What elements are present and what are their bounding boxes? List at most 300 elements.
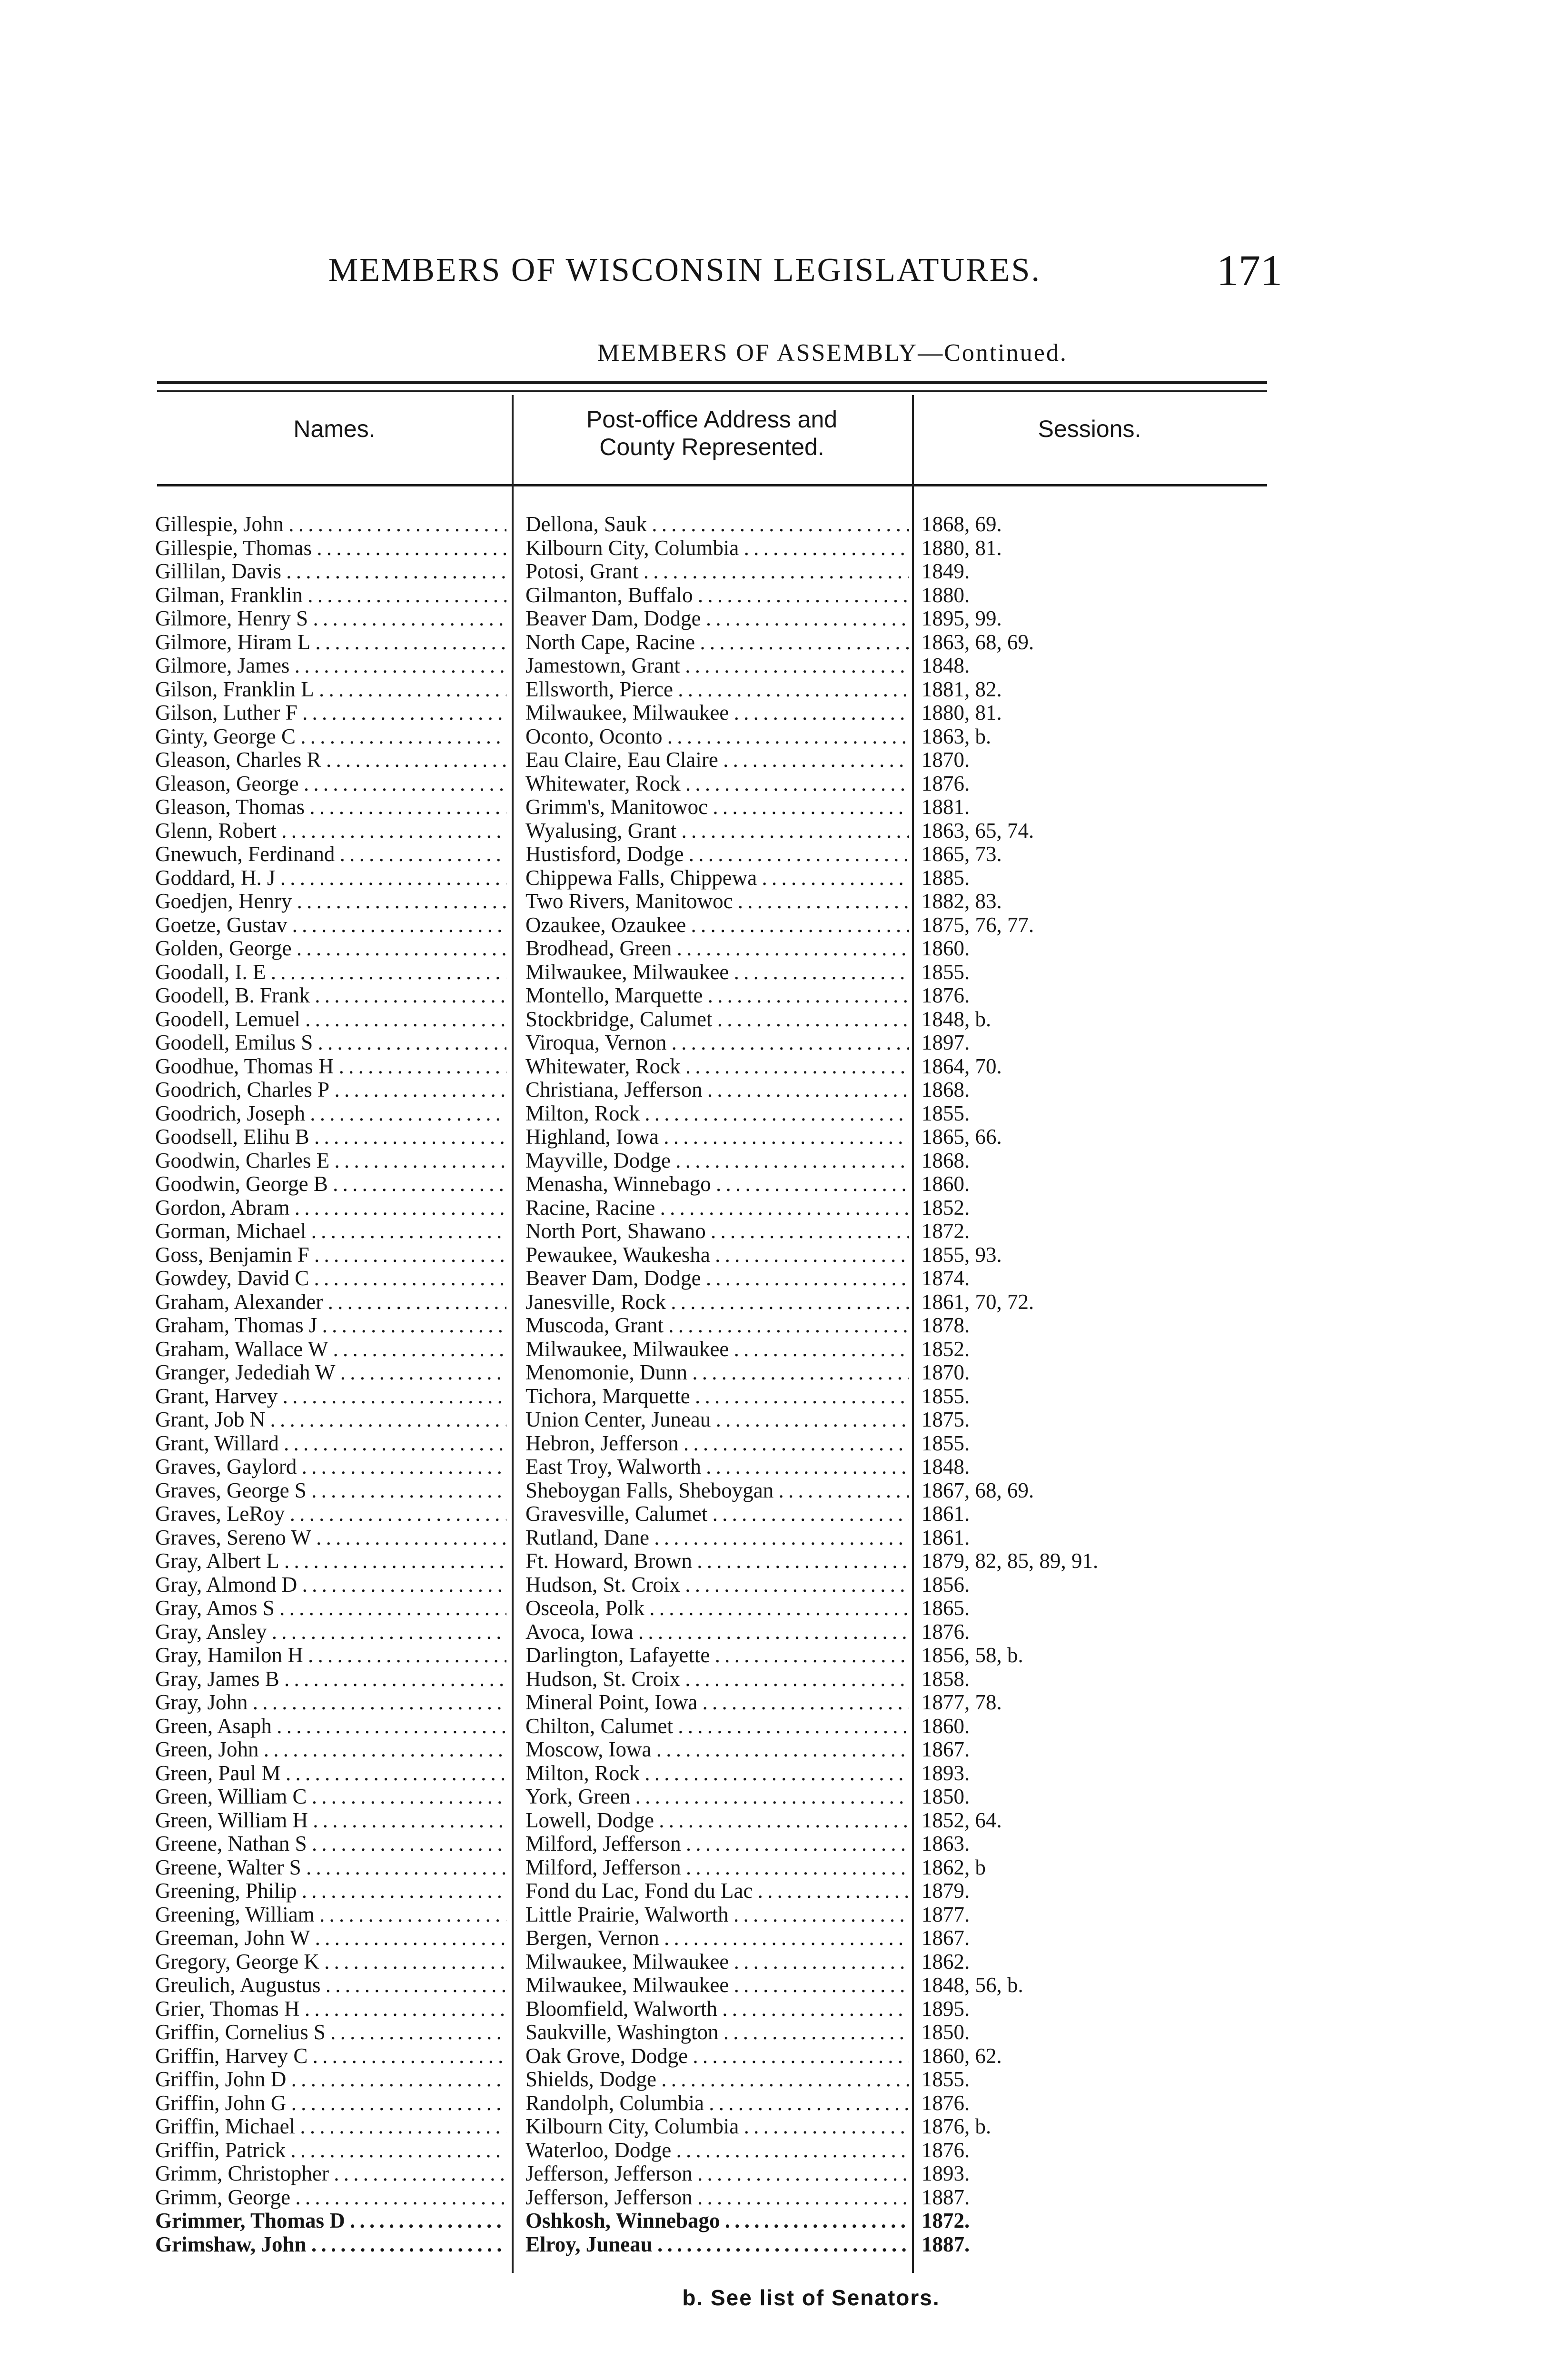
member-address: Moscow, Iowa . . . <box>525 1738 909 1762</box>
member-sessions: 1855. <box>922 1431 970 1455</box>
table-row <box>155 1573 1345 1597</box>
member-address: Randolph, Columbia . . . <box>525 2092 909 2115</box>
member-sessions: 1863, b. <box>922 724 991 748</box>
member-name: Griffin, Cornelius S . . . <box>155 2021 506 2044</box>
table-row <box>155 772 1345 796</box>
member-name: Graves, George S . . . <box>155 1479 506 1503</box>
table-row <box>155 1385 1345 1408</box>
table-row <box>155 1762 1345 1785</box>
table-row <box>155 890 1345 913</box>
member-sessions: 1862. <box>922 1949 970 1973</box>
page-number: 171 <box>1217 246 1282 295</box>
table-row <box>155 1950 1345 1974</box>
table-row <box>155 513 1345 536</box>
member-name: Ginty, George C . . . <box>155 725 506 749</box>
table-row <box>155 1031 1345 1055</box>
member-name: Gray, Hamilon H . . . <box>155 1644 506 1667</box>
member-address: Milwaukee, Milwaukee . . . <box>525 961 909 984</box>
member-address: Whitewater, Rock . . . <box>525 1055 909 1079</box>
member-name: Gillespie, Thomas . . . <box>155 536 506 560</box>
table-row <box>155 961 1345 984</box>
table-row <box>155 1455 1345 1479</box>
member-address: Fond du Lac, Fond du Lac . . . <box>525 1879 909 1903</box>
member-sessions: 1868. <box>922 1078 970 1101</box>
table-row <box>155 1267 1345 1290</box>
member-address: Bergen, Vernon . . . <box>525 1926 909 1950</box>
table-row <box>155 795 1345 819</box>
member-address: North Cape, Racine . . . <box>525 631 909 654</box>
member-name: Grimmer, Thomas D . . . <box>155 2209 506 2233</box>
member-sessions: 1855. <box>922 2067 970 2091</box>
member-name: Graham, Wallace W . . . <box>155 1338 506 1361</box>
member-address: Lowell, Dodge . . . <box>525 1809 909 1833</box>
member-name: Goodhue, Thomas H . . . <box>155 1055 506 1079</box>
table-row <box>155 678 1345 702</box>
member-name: Gray, John . . . <box>155 1691 506 1715</box>
member-name: Graves, Gaylord . . . <box>155 1455 506 1479</box>
member-sessions: 1877. <box>922 1902 970 1926</box>
member-sessions: 1865, 66. <box>922 1125 1002 1149</box>
table-row <box>155 1973 1345 1997</box>
member-address: Waterloo, Dodge . . . <box>525 2139 909 2162</box>
table-row <box>155 1125 1345 1149</box>
table-row <box>155 1243 1345 1267</box>
member-address: Whitewater, Rock . . . <box>525 772 909 796</box>
column-header-postoffice-line1: Post-office Address and <box>586 406 838 433</box>
member-name: Goss, Benjamin F . . . <box>155 1243 506 1267</box>
table-row <box>155 2115 1345 2139</box>
member-sessions: 1860. <box>922 1714 970 1738</box>
member-address: Brodhead, Green . . . <box>525 937 909 961</box>
table-top-rule-thin <box>157 390 1267 392</box>
member-name: Gleason, Charles R . . . <box>155 748 506 772</box>
member-name: Goetze, Gustav . . . <box>155 913 506 937</box>
table-row <box>155 1149 1345 1173</box>
member-sessions: 1874. <box>922 1266 970 1290</box>
member-address: Hebron, Jefferson . . . <box>525 1432 909 1456</box>
table-row <box>155 1290 1345 1314</box>
member-sessions: 1861. <box>922 1502 970 1526</box>
member-sessions: 1881, 82. <box>922 677 1002 701</box>
member-name: Green, Asaph . . . <box>155 1715 506 1738</box>
member-address: Beaver Dam, Dodge . . . <box>525 607 909 631</box>
member-sessions: 1856. <box>922 1572 970 1597</box>
member-sessions: 1862, b <box>922 1855 986 1879</box>
header-bottom-rule <box>157 484 1267 486</box>
member-name: Goodell, Lemuel . . . <box>155 1008 506 1031</box>
member-sessions: 1863, 68, 69. <box>922 630 1034 654</box>
member-address: Kilbourn City, Columbia . . . <box>525 536 909 560</box>
member-name: Gorman, Michael . . . <box>155 1220 506 1243</box>
member-address: Racine, Racine . . . <box>525 1196 909 1220</box>
table-row <box>155 725 1345 749</box>
member-name: Green, John . . . <box>155 1738 506 1762</box>
member-address: Sheboygan Falls, Sheboygan . . . <box>525 1479 909 1503</box>
member-address: Milton, Rock . . . <box>525 1102 909 1126</box>
table-row <box>155 1526 1345 1550</box>
member-name: Gillilan, Davis . . . <box>155 560 506 584</box>
table-row <box>155 1479 1345 1503</box>
member-address: Two Rivers, Manitowoc . . . <box>525 890 909 913</box>
column-header-sessions: Sessions. <box>1038 416 1141 442</box>
member-address: Milwaukee, Milwaukee . . . <box>525 1973 909 1997</box>
table-row <box>155 701 1345 725</box>
member-name: Granger, Jedediah W . . . <box>155 1361 506 1385</box>
table-row <box>155 631 1345 654</box>
column-header-postoffice-line2: County Represented. <box>599 434 824 460</box>
member-sessions: 1865, 73. <box>922 842 1002 866</box>
member-sessions: 1856, 58, b. <box>922 1643 1023 1667</box>
member-name: Griffin, Michael . . . <box>155 2115 506 2139</box>
table-row <box>155 1102 1345 1126</box>
table-row <box>155 1220 1345 1243</box>
member-sessions: 1879. <box>922 1879 970 1903</box>
member-address: Dellona, Sauk . . . <box>525 513 909 536</box>
member-sessions: 1893. <box>922 2162 970 2185</box>
member-sessions: 1875, 76, 77. <box>922 912 1034 937</box>
footnote: b. See list of Senators. <box>682 2285 940 2310</box>
member-address: Milwaukee, Milwaukee . . . <box>525 701 909 725</box>
member-address: Shields, Dodge . . . <box>525 2068 909 2092</box>
table-row <box>155 2162 1345 2186</box>
member-address: North Port, Shawano . . . <box>525 1220 909 1243</box>
member-name: Greening, William . . . <box>155 1903 506 1927</box>
table-row <box>155 2139 1345 2162</box>
member-name: Goodell, B. Frank . . . <box>155 984 506 1008</box>
table-row <box>155 843 1345 866</box>
member-address: Gilmanton, Buffalo . . . <box>525 584 909 607</box>
member-name: Greulich, Augustus . . . <box>155 1973 506 1997</box>
member-address: Oshkosh, Winnebago . . . <box>525 2209 909 2233</box>
table-row <box>155 2068 1345 2092</box>
table-row <box>155 2092 1345 2115</box>
member-name: Graves, LeRoy . . . <box>155 1502 506 1526</box>
member-name: Goodrich, Charles P . . . <box>155 1078 506 1102</box>
member-name: Golden, George . . . <box>155 937 506 961</box>
member-sessions: 1893. <box>922 1761 970 1785</box>
member-address: East Troy, Walworth . . . <box>525 1455 909 1479</box>
member-address: Eau Claire, Eau Claire . . . <box>525 748 909 772</box>
table-row <box>155 984 1345 1008</box>
member-sessions: 1852. <box>922 1337 970 1361</box>
member-name: Graham, Thomas J . . . <box>155 1314 506 1338</box>
table-row <box>155 1738 1345 1762</box>
table-row <box>155 1055 1345 1079</box>
member-name: Goodsell, Elihu B . . . <box>155 1125 506 1149</box>
table-row <box>155 1597 1345 1620</box>
member-name: Grimm, George . . . <box>155 2186 506 2210</box>
member-sessions: 1865. <box>922 1596 970 1620</box>
member-address: Menasha, Winnebago . . . <box>525 1172 909 1196</box>
member-address: Wyalusing, Grant . . . <box>525 819 909 843</box>
member-name: Gilson, Franklin L . . . <box>155 678 506 702</box>
member-name: Goddard, H. J . . . <box>155 866 506 890</box>
table-row <box>155 866 1345 890</box>
member-address: Bloomfield, Walworth . . . <box>525 1997 909 2021</box>
member-sessions: 1863. <box>922 1832 970 1855</box>
member-name: Goodall, I. E . . . <box>155 961 506 984</box>
table-row <box>155 913 1345 937</box>
member-name: Gray, Almond D . . . <box>155 1573 506 1597</box>
table-row <box>155 748 1345 772</box>
column-header-names: Names. <box>293 416 376 442</box>
member-sessions: 1849. <box>922 559 970 583</box>
column-header-postoffice <box>512 406 912 461</box>
table-row <box>155 1502 1345 1526</box>
member-name: Greene, Walter S . . . <box>155 1856 506 1880</box>
member-name: Griffin, Harvey C . . . <box>155 2044 506 2068</box>
table-row <box>155 1196 1345 1220</box>
table-row <box>155 1078 1345 1102</box>
member-address: Darlington, Lafayette . . . <box>525 1644 909 1667</box>
member-address: Potosi, Grant . . . <box>525 560 909 584</box>
member-address: Milton, Rock . . . <box>525 1762 909 1785</box>
table-row <box>155 1644 1345 1667</box>
member-name: Greeman, John W . . . <box>155 1926 506 1950</box>
member-address: Milford, Jefferson . . . <box>525 1832 909 1856</box>
member-sessions: 1868, 69. <box>922 512 1002 536</box>
member-sessions: 1852, 64. <box>922 1808 1002 1832</box>
member-sessions: 1855. <box>922 960 970 984</box>
table-row <box>155 1809 1345 1833</box>
member-address: Milford, Jefferson . . . <box>525 1856 909 1880</box>
member-address: Mayville, Dodge . . . <box>525 1149 909 1173</box>
member-address: Hudson, St. Croix . . . <box>525 1573 909 1597</box>
member-sessions: 1876. <box>922 771 970 795</box>
member-address: Pewaukee, Waukesha . . . <box>525 1243 909 1267</box>
member-sessions: 1870. <box>922 748 970 772</box>
member-sessions: 1870. <box>922 1360 970 1384</box>
member-sessions: 1867. <box>922 1737 970 1761</box>
table-row <box>155 654 1345 678</box>
table-row <box>155 1997 1345 2021</box>
member-address: Oak Grove, Dodge . . . <box>525 2044 909 2068</box>
table-row <box>155 1620 1345 1644</box>
member-address: Hudson, St. Croix . . . <box>525 1667 909 1691</box>
member-sessions: 1875. <box>922 1408 970 1431</box>
member-address: Milwaukee, Milwaukee . . . <box>525 1338 909 1361</box>
member-sessions: 1880. <box>922 583 970 607</box>
member-sessions: 1861. <box>922 1525 970 1549</box>
member-sessions: 1855, 93. <box>922 1242 1002 1267</box>
table-top-rule <box>157 381 1267 384</box>
member-sessions: 1872. <box>922 2209 970 2232</box>
member-address: Grimm's, Manitowoc . . . <box>525 795 909 819</box>
member-address: Oconto, Oconto . . . <box>525 725 909 749</box>
member-sessions: 1867. <box>922 1926 970 1950</box>
table-row <box>155 1408 1345 1432</box>
member-sessions: 1876. <box>922 1619 970 1644</box>
member-sessions: 1895. <box>922 1996 970 2021</box>
member-address: Ozaukee, Ozaukee . . . <box>525 913 909 937</box>
member-name: Goodrich, Joseph . . . <box>155 1102 506 1126</box>
member-sessions: 1877, 78. <box>922 1690 1002 1714</box>
member-sessions: 1848. <box>922 654 970 677</box>
member-name: Graham, Alexander . . . <box>155 1290 506 1314</box>
member-sessions: 1878. <box>922 1313 970 1337</box>
member-sessions: 1850. <box>922 1785 970 1808</box>
table-row <box>155 1667 1345 1691</box>
member-name: Gnewuch, Ferdinand . . . <box>155 843 506 866</box>
member-name: Gilmore, James . . . <box>155 654 506 678</box>
member-address: Highland, Iowa . . . <box>525 1125 909 1149</box>
member-address: Muscoda, Grant . . . <box>525 1314 909 1338</box>
member-name: Griffin, John G . . . <box>155 2092 506 2115</box>
member-name: Griffin, John D . . . <box>155 2068 506 2092</box>
member-address: Ft. Howard, Brown . . . <box>525 1549 909 1573</box>
member-address: Elroy, Juneau . . . <box>525 2233 909 2257</box>
member-sessions: 1880, 81. <box>922 701 1002 724</box>
member-name: Goodwin, Charles E . . . <box>155 1149 506 1173</box>
member-sessions: 1863, 65, 74. <box>922 818 1034 843</box>
member-name: Gilmore, Henry S . . . <box>155 607 506 631</box>
section-heading: MEMBERS OF ASSEMBLY—Continued. <box>597 339 1068 367</box>
member-address: Montello, Marquette . . . <box>525 984 909 1008</box>
member-sessions: 1848, 56, b. <box>922 1973 1023 1997</box>
member-address: Menomonie, Dunn . . . <box>525 1361 909 1385</box>
member-name: Gordon, Abram . . . <box>155 1196 506 1220</box>
member-sessions: 1885. <box>922 865 970 890</box>
member-sessions: 1876. <box>922 2091 970 2115</box>
table-row <box>155 1856 1345 1880</box>
table-row <box>155 2044 1345 2068</box>
member-name: Grier, Thomas H . . . <box>155 1997 506 2021</box>
member-name: Gray, James B . . . <box>155 1667 506 1691</box>
member-name: Glenn, Robert . . . <box>155 819 506 843</box>
table-row <box>155 2021 1345 2044</box>
table-row <box>155 1926 1345 1950</box>
member-sessions: 1876, b. <box>922 2114 991 2138</box>
member-address: Gravesville, Calumet . . . <box>525 1502 909 1526</box>
member-sessions: 1850. <box>922 2020 970 2044</box>
table-row <box>155 584 1345 607</box>
member-sessions: 1864, 70. <box>922 1054 1002 1078</box>
table-row <box>155 1879 1345 1903</box>
table-row <box>155 1008 1345 1031</box>
member-address: Kilbourn City, Columbia . . . <box>525 2115 909 2139</box>
member-name: Gilman, Franklin . . . <box>155 584 506 607</box>
member-address: Christiana, Jefferson . . . <box>525 1078 909 1102</box>
member-name: Green, Paul M . . . <box>155 1762 506 1785</box>
member-address: Jamestown, Grant . . . <box>525 654 909 678</box>
member-name: Grant, Willard . . . <box>155 1432 506 1456</box>
table-row <box>155 1785 1345 1809</box>
member-address: Hustisford, Dodge . . . <box>525 843 909 866</box>
table-row <box>155 2209 1345 2233</box>
member-name: Grant, Harvey . . . <box>155 1385 506 1408</box>
member-sessions: 1897. <box>922 1031 970 1054</box>
member-name: Griffin, Patrick . . . <box>155 2139 506 2162</box>
table-row <box>155 607 1345 631</box>
member-address: Union Center, Juneau . . . <box>525 1408 909 1432</box>
member-name: Gregory, George K . . . <box>155 1950 506 1974</box>
member-sessions: 1861, 70, 72. <box>922 1289 1034 1314</box>
table-row <box>155 1549 1345 1573</box>
member-name: Greening, Philip . . . <box>155 1879 506 1903</box>
member-name: Gray, Ansley . . . <box>155 1620 506 1644</box>
table-row <box>155 1715 1345 1738</box>
table-row <box>155 1338 1345 1361</box>
member-name: Gray, Albert L . . . <box>155 1549 506 1573</box>
table-row <box>155 1361 1345 1385</box>
member-name: Gowdey, David C . . . <box>155 1267 506 1290</box>
member-name: Grimm, Christopher . . . <box>155 2162 506 2186</box>
table-row <box>155 560 1345 584</box>
table-row <box>155 536 1345 560</box>
member-name: Gilmore, Hiram L . . . <box>155 631 506 654</box>
member-address: Little Prairie, Walworth . . . <box>525 1903 909 1927</box>
member-sessions: 1879, 82, 85, 89, 91. <box>922 1549 1099 1573</box>
member-address: Tichora, Marquette . . . <box>525 1385 909 1408</box>
member-sessions: 1868. <box>922 1148 970 1172</box>
member-name: Goodell, Emilus S . . . <box>155 1031 506 1055</box>
member-address: Avoca, Iowa . . . <box>525 1620 909 1644</box>
member-sessions: 1872. <box>922 1219 970 1243</box>
member-sessions: 1848. <box>922 1455 970 1478</box>
member-address: Chilton, Calumet . . . <box>525 1715 909 1738</box>
member-sessions: 1855. <box>922 1101 970 1125</box>
member-name: Grant, Job N . . . <box>155 1408 506 1432</box>
member-sessions: 1855. <box>922 1384 970 1408</box>
member-sessions: 1860. <box>922 936 970 960</box>
member-address: Stockbridge, Calumet . . . <box>525 1008 909 1031</box>
member-address: York, Green . . . <box>525 1785 909 1809</box>
member-name: Green, William H . . . <box>155 1809 506 1833</box>
member-name: Greene, Nathan S . . . <box>155 1832 506 1856</box>
member-sessions: 1895, 99. <box>922 606 1002 630</box>
member-sessions: 1848, b. <box>922 1007 991 1031</box>
member-name: Goedjen, Henry . . . <box>155 890 506 913</box>
member-name: Green, William C . . . <box>155 1785 506 1809</box>
member-sessions: 1876. <box>922 983 970 1007</box>
member-sessions: 1881. <box>922 795 970 819</box>
member-address: Ellsworth, Pierce . . . <box>525 678 909 702</box>
table-row <box>155 819 1345 843</box>
member-name: Goodwin, George B . . . <box>155 1172 506 1196</box>
table-row <box>155 1432 1345 1456</box>
member-name: Gillespie, John . . . <box>155 513 506 536</box>
member-name: Gray, Amos S . . . <box>155 1597 506 1620</box>
member-address: Jefferson, Jefferson . . . <box>525 2186 909 2210</box>
member-sessions: 1880, 81. <box>922 536 1002 560</box>
table-row <box>155 1172 1345 1196</box>
member-sessions: 1887. <box>922 2232 970 2256</box>
table-row <box>155 937 1345 961</box>
table-row <box>155 2186 1345 2210</box>
member-address: Chippewa Falls, Chippewa . . . <box>525 866 909 890</box>
member-address: Saukville, Washington . . . <box>525 2021 909 2044</box>
table-row <box>155 1314 1345 1338</box>
member-name: Gleason, George . . . <box>155 772 506 796</box>
member-sessions: 1887. <box>922 2185 970 2209</box>
member-sessions: 1860. <box>922 1172 970 1196</box>
members-list <box>155 513 1345 2256</box>
table-row <box>155 1832 1345 1856</box>
table-row <box>155 1903 1345 1927</box>
member-sessions: 1882, 83. <box>922 889 1002 913</box>
member-name: Grimshaw, John . . . <box>155 2233 506 2257</box>
member-address: Janesville, Rock . . . <box>525 1290 909 1314</box>
member-name: Graves, Sereno W . . . <box>155 1526 506 1550</box>
member-sessions: 1867, 68, 69. <box>922 1478 1034 1502</box>
member-address: Jefferson, Jefferson . . . <box>525 2162 909 2186</box>
member-address: Osceola, Polk . . . <box>525 1597 909 1620</box>
member-sessions: 1852. <box>922 1195 970 1220</box>
member-address: Viroqua, Vernon . . . <box>525 1031 909 1055</box>
member-sessions: 1876. <box>922 2138 970 2162</box>
member-name: Gilson, Luther F . . . <box>155 701 506 725</box>
member-address: Rutland, Dane . . . <box>525 1526 909 1550</box>
